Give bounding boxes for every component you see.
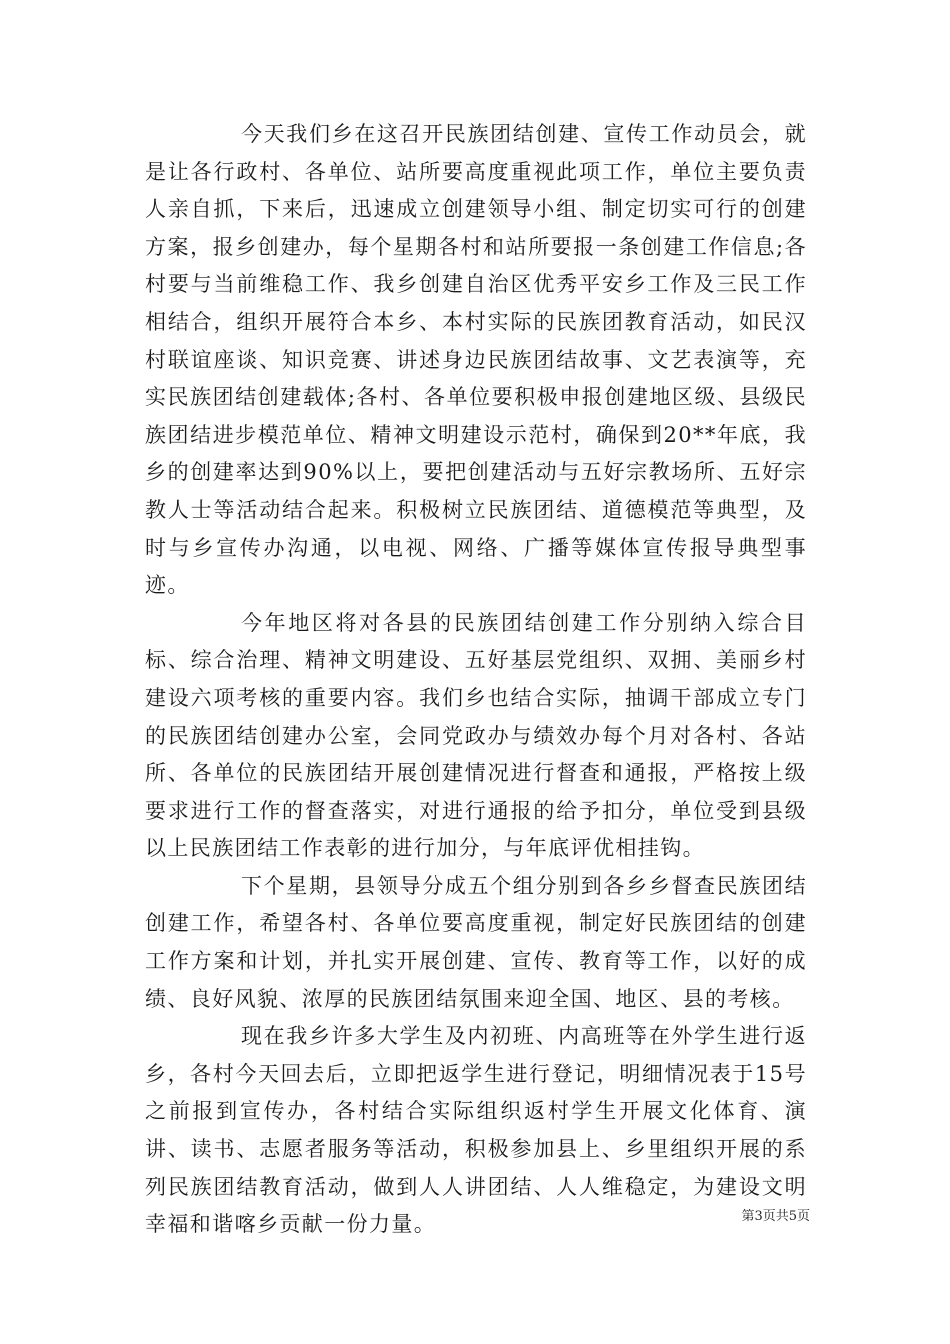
document-body bbox=[145, 116, 807, 1244]
paragraph-3: 下个星期，县领导分成五个组分别到各乡乡督查民族团结创建工作，希望各村、各单位要高度重视，制定好民族团结的创建工作方案和计划，并扎实开展创建、宣传、教育等工作，以好的成绩、良好风貌、浓厚的民族团结氛围来迎全国、地区、县的考核。 bbox=[145, 873, 807, 1011]
paragraph-1: 今天我们乡在这召开民族团结创建、宣传工作动员会，就是让各行政村、各单位、站所要高度重视此项工作，单位主要负责人亲自抓，下来后，迅速成立创建领导小组、制定切实可行的创建方案，报乡创建办，每个星期各村和站所要报一条创建工作信息;各村要与当前维稳工作、我乡创建自治区优秀平安乡工作及三民工作相结合，组织开展符合本乡、本村实际的民族团教育活动，如民汉村联谊座谈、知识竞赛、讲述身边民族团结故事、文艺表演等，充实民族团结创建载体;各村、各单位要积极申报创建地区级、县级民族团结进步模范单位、精神文明建设示范村，确保到20**年底，我乡的创建率达到90%以上，要把创建活动与五好宗教场所、五好宗教人士等活动结合起来。积极树立民族团结、道德模范等典型，及时与乡宣传办沟通，以电视、网络、广播等媒体宣传报导典型事迹。 bbox=[145, 122, 807, 598]
paragraph-2: 今年地区将对各县的民族团结创建工作分别纳入综合目标、综合治理、精神文明建设、五好基层党组织、双拥、美丽乡村建设六项考核的重要内容。我们乡也结合实际，抽调干部成立专门的民族团结创建办公室，会同党政办与绩效办每个月对各村、各站所、各单位的民族团结开展创建情况进行督查和通报，严格按上级要求进行工作的督查落实，对进行通报的给予扣分，单位受到县级以上民族团结工作表彰的进行加分，与年底评优相挂钩。 bbox=[145, 610, 807, 861]
paragraph-4: 现在我乡许多大学生及内初班、内高班等在外学生进行返乡，各村今天回去后，立即把返学生进行登记，明细情况表于15号之前报到宣传办，各村结合实际组织返村学生开展文化体育、演讲、读书、志愿者服务等活动，积极参加县上、乡里组织开展的系列民族团结教育活动，做到人人讲团结、人人维稳定，为建设文明幸福和谐喀乡贡献一份力量。 bbox=[145, 1024, 807, 1237]
page-number: 第3页共5页 bbox=[741, 1209, 810, 1224]
